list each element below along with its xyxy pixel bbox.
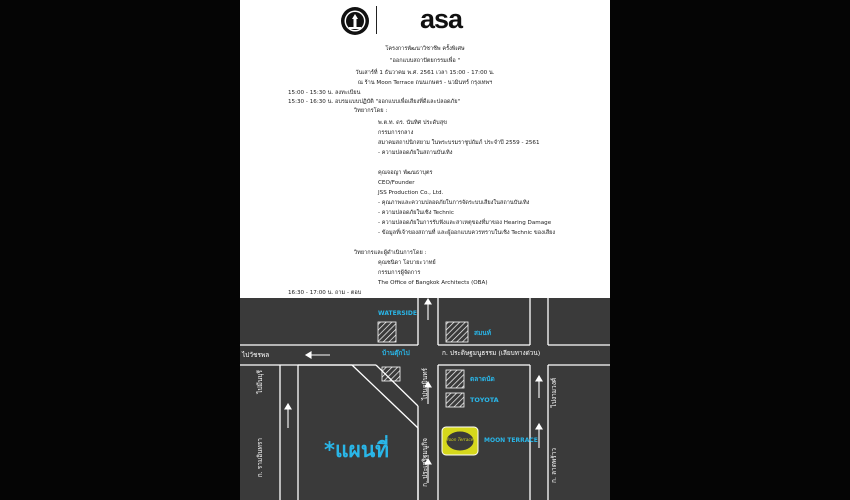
road-wirachpol-label: ไปวัชรพล [242, 351, 270, 359]
logo-divider [376, 6, 377, 34]
toyota-building [446, 393, 464, 407]
invitation-document [240, 0, 610, 298]
market-building [446, 370, 464, 388]
road-ram-intra-label: ก. รามอินทรา [256, 438, 264, 478]
speaker2-topic4: - ข้อมูลที่เจ้าของสถานที่ และผู้ออกแบบควรทราบในเชิง Technic ของเสียง [378, 230, 556, 236]
university-seal-logo [340, 6, 370, 36]
ban-tuk-di-label: บ้านตุ๊กไป [382, 349, 410, 357]
location-map [240, 298, 610, 500]
moderator-heading: วิทยากรและผู้ดำเนินการโดย : [354, 250, 427, 256]
speaker2-topic1: - คุณภาพและความปลอดภัยในการจัดระบบเสียงในสถานบันเทิง [378, 200, 530, 206]
shop-label: สมนท์ [474, 329, 491, 337]
speaker1-role: กรรมการกลาง [378, 130, 414, 136]
map-title: *แผนที่ [324, 438, 390, 462]
moon-terrace-label: MOON TERRACE [484, 437, 538, 444]
right-black-border [610, 0, 850, 500]
asa-logo [420, 4, 486, 34]
moderator-name: คุณชนิดา โอบายะวาทย์ [378, 260, 436, 266]
speaker2-org: JSS Production Co., Ltd. [378, 190, 444, 196]
road-lat-phrao-label: ก. ลาดพร้าว [550, 448, 558, 483]
road-ngam-wong-label: ไปงามวงศ์ [550, 378, 558, 408]
moon-terrace-badge-text: Moon Terrace [445, 437, 474, 442]
moderator-org: The Office of Bangkok Architects (OBA) [378, 280, 488, 286]
speaker2-topic2: - ความปลอดภัยในเชิง Technic [378, 210, 454, 216]
event-date-time: วันเสาร์ที่ 1 ธันวาคม พ.ศ. 2561 เวลา 15:00 - 17:00 น. [355, 70, 495, 76]
speaker2-topic3: - ความปลอดภัยในการรับฟังและสาเหตุของที่มาของ Hearing Damage [378, 220, 552, 226]
speakers-heading: วิทยากรโดย : [354, 108, 388, 114]
road-min-buri-label: ไปมีนบุรี [256, 370, 264, 394]
shop-building [446, 322, 468, 342]
road-pradit-label: ก. ประดิษฐมนูธรรม (เลียบทางด่วน) [442, 349, 541, 357]
speaker1-topic: - ความปลอดภัยในสถานบันเทิง [378, 150, 453, 156]
session-theme: "ออกแบบสถาปัตยกรรมเพื่อ " [389, 58, 461, 64]
svg-text:asa: asa [420, 4, 463, 34]
road-nawamin-label: ไปนวมินทร์ [421, 368, 429, 400]
waterside-building [378, 322, 396, 342]
moderator-role: กรรมการผู้จัดการ [378, 270, 421, 276]
ban-tuk-di-building [382, 367, 400, 381]
road-kaset-label: ก. ประเสริฐมนูกิจ [421, 438, 429, 487]
toyota-label: TOYOTA [470, 396, 499, 404]
market-label: ตลาดนัด [470, 375, 495, 383]
project-title: โครงการพัฒนาวิชาชีพ ครั้งพิเศษ [385, 46, 465, 52]
waterside-label: WATERSIDE [378, 310, 417, 317]
speaker1-name: พ.ต.ท. ดร. นันทิศ ประดับสุข [378, 120, 447, 126]
schedule-registration: 15:00 - 15:30 น. ลงทะเบียน [288, 90, 361, 96]
speaker1-org: สมาคมสถาปนิกสยาม ในพระบรมราชูปถัมภ์ ประจำปี 2559 - 2561 [378, 140, 540, 146]
speaker2-role: CEO/Founder [378, 180, 415, 186]
schedule-workshop: 15:30 - 16:30 น. อบรมแบบปฏิบัติ "ออกแบบเพื่อเสียงที่ดีและปลอดภัย" [288, 99, 461, 105]
event-venue: ณ ร้าน Moon Terrace ถนนเกษตร - นวมินทร์ กรุงเทพฯ [357, 80, 493, 86]
left-black-border [0, 0, 240, 500]
schedule-qa: 16:30 - 17:00 น. ถาม - ตอบ [288, 290, 362, 296]
speaker2-name: คุณจอญา พัฒนธาบุตร [378, 170, 433, 176]
